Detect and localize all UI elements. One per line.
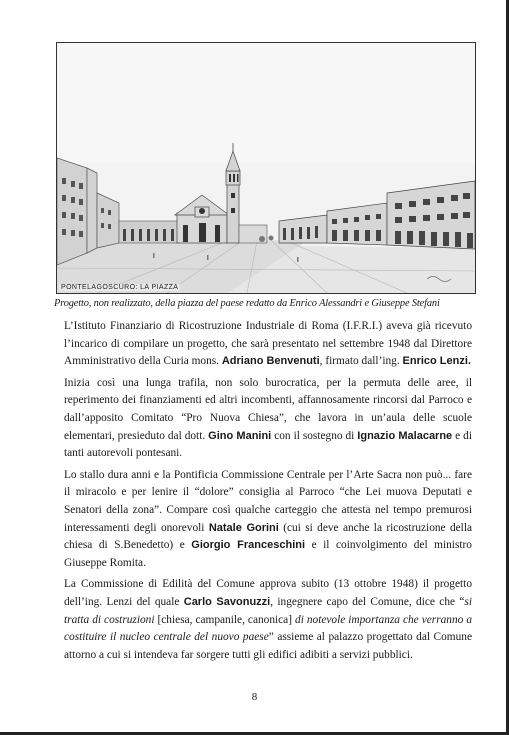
figure-caption: Progetto, non realizzato, della piazza del paese redatto da Enrico Alessandri e Giuseppe Stefani — [54, 298, 440, 309]
body-text — [64, 318, 472, 668]
text-run: e di tanti autorevoli pontesani. — [64, 429, 472, 460]
person-name: Gino Manini — [208, 429, 272, 442]
text-run: L’Istituto Finanziario di Ricostruzione Industriale di Roma (I.F.R.I.) aveva già ricevuto l’incarico di compilare un progetto, che sarà presentato nel settembre 1948 dal Direttore Amministrativo della Curia mons. — [64, 320, 472, 368]
person-name: Adriano Benvenuti — [221, 355, 320, 368]
text-run: Lo stallo dura anni e la Pontificia Commissione Centrale per l’Arte Sacra non può... fare il miracolo e per lenire il “dolore” consiglia al Parroco “che Lei muova Deputati e Senatori della zona”. Compare così qualche carteggio che attesta nel tempo premurosi interessamenti degli onorevoli — [64, 468, 472, 534]
page-number: 8 — [251, 691, 258, 703]
paragraph — [64, 467, 472, 573]
person-name: Natale Gorini — [208, 521, 279, 534]
piazza-illustration — [57, 43, 475, 293]
piazza-drawing — [56, 42, 476, 294]
figure-label: PONTELAGOSCURO: LA PIAZZA — [61, 284, 179, 291]
paragraph — [64, 375, 472, 463]
text-run: con il sostegno di — [271, 429, 358, 442]
text-run: La Commissione di Edilità del Comune approva subito (13 ottobre 1948) il progetto dell’ing. Lenzi del quale — [64, 578, 472, 608]
person-name: Carlo Savonuzzi — [183, 595, 271, 608]
person-name: Enrico Lenzi. — [402, 355, 471, 368]
text-run: [chiesa, campanile, canonica] — [154, 613, 296, 626]
text-run: (cui si deve anche la ricostruzione della chiesa di S.Benedetto) e — [64, 521, 473, 552]
quoted-text: di notevole importanza che verranno a costituire il nucleo centrale del nuovo paese — [64, 613, 472, 644]
paragraph — [64, 318, 472, 371]
text-run: e il coinvolgimento del ministro Giuseppe Romita. — [64, 539, 472, 569]
paragraph — [64, 576, 472, 664]
text-run: , firmato dall’ing. — [319, 355, 403, 368]
person-name: Ignazio Malacarne — [357, 429, 453, 442]
quoted-text: si tratta di costruzioni — [64, 595, 472, 626]
text-run: Inizia così una lunga trafila, non solo burocratica, per la permuta delle aree, il reperimento dei finanziamenti ed altri incombenti, affannosamente rincorsi dal Parroco e dall’apposito Comitato “Pro Nuova Chiesa”, che lavora in un’aula delle scuole elementari, presieduto dal dott. — [64, 376, 472, 442]
text-run: , ingegnere capo del Comune, dice che “ — [270, 595, 465, 608]
text-run: ” assieme al palazzo progettato dal Comune attorno a cui si intendeva far sorgere tutti gli edifici adibiti a servizi pubblici. — [64, 631, 472, 661]
person-name: Giorgio Franceschini — [191, 539, 306, 552]
